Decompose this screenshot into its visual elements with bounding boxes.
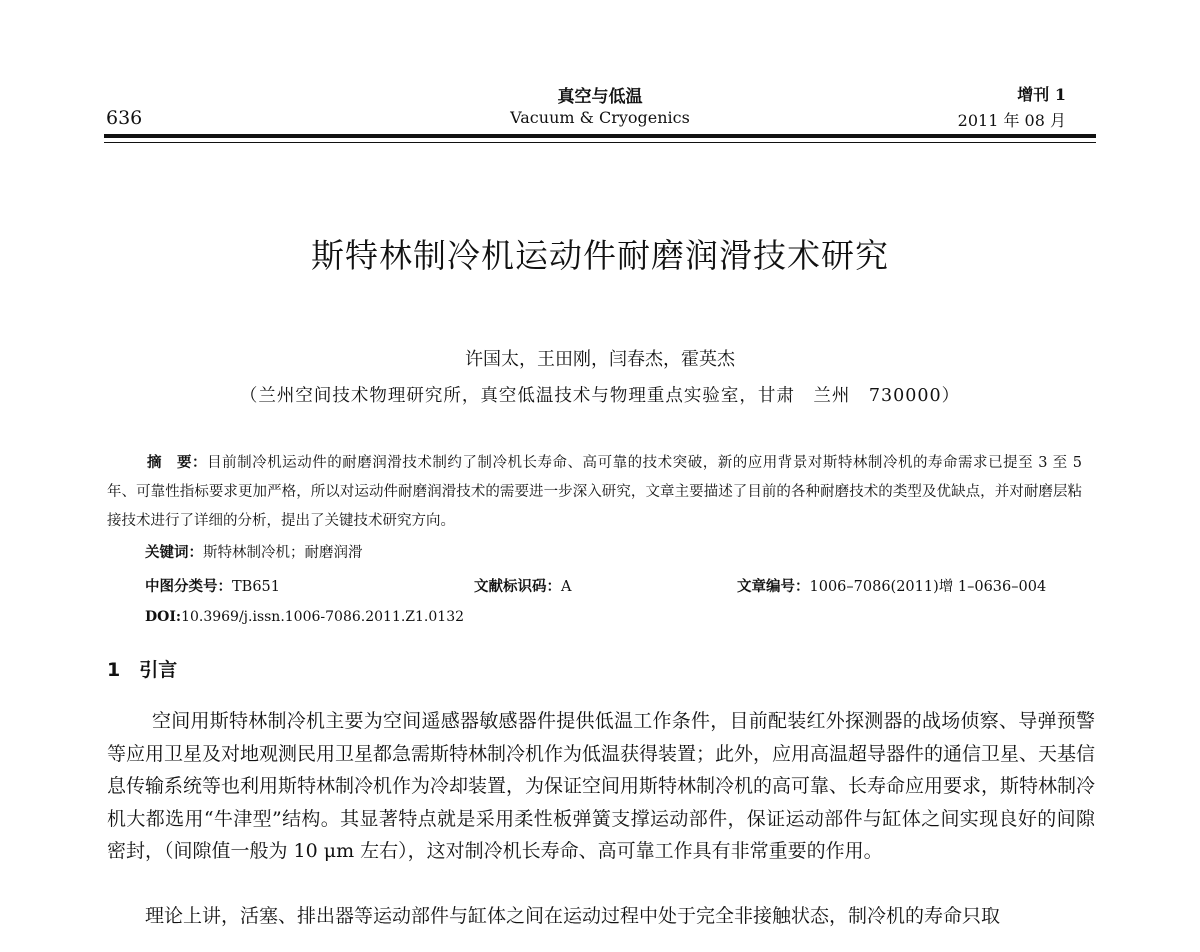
page-number: 636 <box>106 107 143 129</box>
journal-title-en: Vacuum & Cryogenics <box>510 108 690 127</box>
doi-label: DOI: <box>145 609 182 625</box>
doc-id <box>474 575 571 596</box>
keywords-label: 关键词： <box>145 544 203 561</box>
body-paragraph-2: 理论上讲，活塞、排出器等运动部件与缸体之间在运动过程中处于完全非接触状态，制冷机的寿命只取 <box>145 905 1001 927</box>
article-number-label: 文章编号： <box>737 578 810 595</box>
keywords-value: 斯特林制冷机；耐磨润滑 <box>203 545 363 561</box>
doc-id-value: A <box>561 579 572 595</box>
classification-value: TB651 <box>232 579 281 595</box>
article-number-value: 1006–7086(2011)增 1–0636–004 <box>809 579 1047 595</box>
abstract-text: 目前制冷机运动件的耐磨润滑技术制约了制冷机长寿命、高可靠的技术突破，新的应用背景对斯特林制冷机的寿命需求已提至 3 至 5 年、可靠性指标要求更加严格，所以对运动件耐磨润滑技术的需要进一步深入研究，文章主要描述了目前的各种耐磨技术的类型及优缺点，并对耐磨层粘接技术进行了详细的分析，提出了关键技术研究方向。 <box>107 455 1082 529</box>
journal-title-cn: 真空与低温 <box>557 87 643 107</box>
keywords <box>145 541 363 562</box>
body-paragraph-1: 空间用斯特林制冷机主要为空间遥感器敏感器件提供低温工作条件，目前配装红外探测器的战场侦察、导弹预警等应用卫星及对地观测民用卫星都急需斯特林制冷机作为低温获得装置；此外，应用高温超导器件的通信卫星、天基信息传输系统等也利用斯特林制冷机作为冷却装置，为保证空间用斯特林制冷机的高可靠、长寿命应用要求，斯特林制冷机大都选用“牛津型”结构。其显著特点就是采用柔性板弹簧支撑运动部件，保证运动部件与缸体之间实现良好的间隙密封，（间隙值一般为 10 μm 左右），这对制冷机长寿命、高可靠工作具有非常重要的作用。 <box>107 710 1096 862</box>
article-title: 斯特林制冷机运动件耐磨润滑技术研究 <box>311 236 889 275</box>
affiliation: （兰州空间技术物理研究所，真空低温技术与物理重点实验室，甘肃 兰州 730000） <box>239 386 961 406</box>
classification-label: 中图分类号： <box>145 578 232 595</box>
authors: 许国太，王田刚，闫春杰，霍英杰 <box>465 349 735 370</box>
doc-id-label: 文献标识码： <box>474 578 561 595</box>
issue-label: 增刊 1 <box>1017 85 1066 104</box>
section-heading: 1 引言 <box>107 659 178 681</box>
abstract-label: 摘 要： <box>147 454 208 471</box>
article-number <box>737 575 1046 596</box>
classification <box>145 575 280 596</box>
issue-date: 2011 年 08 月 <box>957 111 1066 130</box>
header-rule-thin <box>104 142 1096 143</box>
doi-value: 10.3969/j.issn.1006-7086.2011.Z1.0132 <box>181 609 465 625</box>
header-rule-thick <box>104 134 1096 138</box>
abstract <box>107 448 1082 536</box>
doi <box>145 609 464 625</box>
